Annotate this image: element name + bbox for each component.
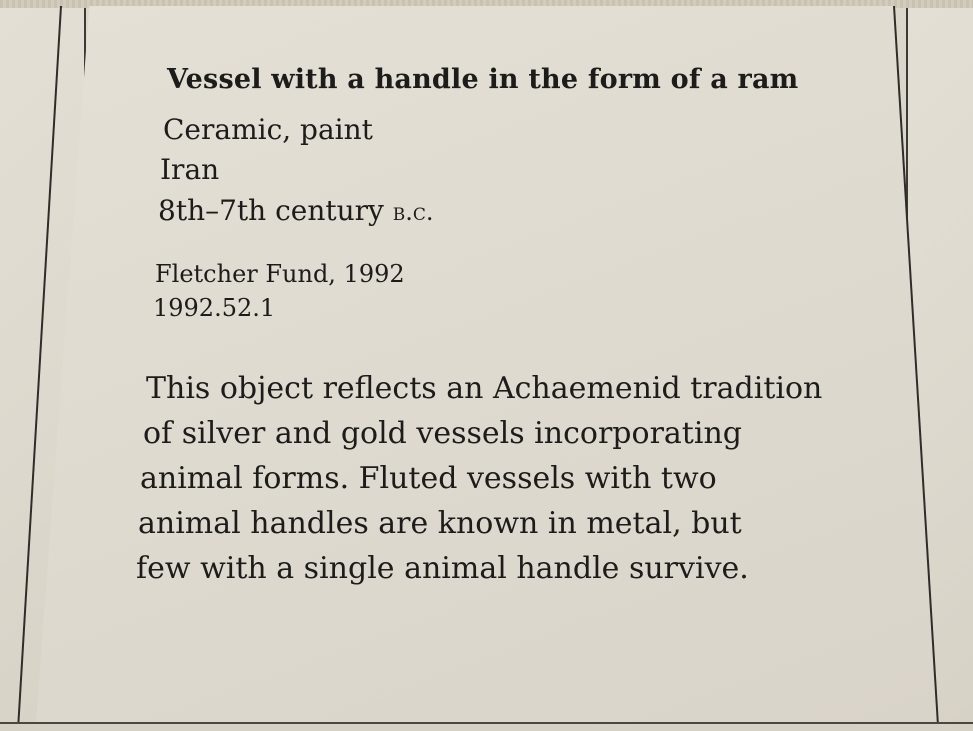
description-line: few with a single animal handle survive. [136, 551, 749, 586]
object-date-main: 8th–7th century [158, 194, 384, 227]
object-medium: Ceramic, paint [163, 113, 373, 146]
object-date [158, 194, 434, 227]
accession-number: 1992.52.1 [153, 294, 276, 322]
description-line: animal forms. Fluted vessels with two [140, 461, 717, 496]
credit-line: Fletcher Fund, 1992 [155, 260, 405, 288]
object-origin: Iran [160, 153, 220, 186]
description-line: This object reflects an Achaemenid tradition [146, 371, 823, 406]
description-line: animal handles are known in metal, but [138, 506, 742, 541]
description-line: of silver and gold vessels incorporating [143, 416, 742, 451]
label-bottom-edge [0, 722, 973, 724]
object-title: Vessel with a handle in the form of a ram [167, 64, 799, 95]
object-date-era: b.c. [392, 198, 434, 226]
object-description [136, 366, 822, 591]
